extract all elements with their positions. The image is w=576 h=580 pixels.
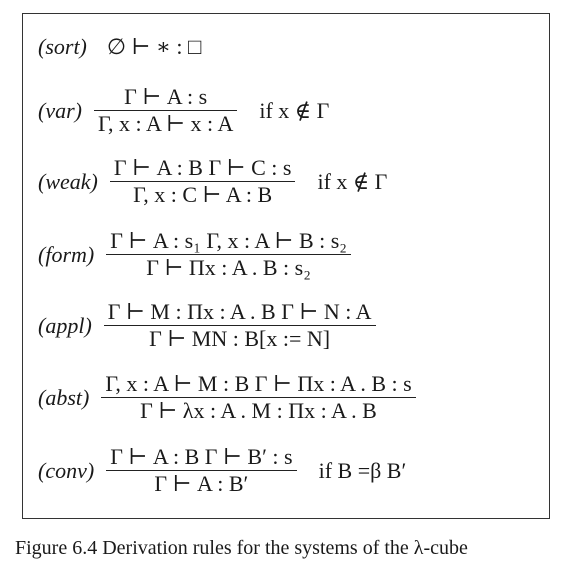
rule-weak xyxy=(38,155,387,208)
inference-fraction xyxy=(106,228,351,281)
premise: Γ ⊢ A : B Γ ⊢ C : s xyxy=(113,155,292,180)
side-condition: if x ∉ Γ xyxy=(259,97,330,123)
rule-name: (abst) xyxy=(38,384,90,410)
rule-sort xyxy=(38,34,201,60)
rule-appl xyxy=(38,299,382,352)
figure-caption: Figure 6.4 Derivation rules for the systems of the λ-cube xyxy=(15,537,468,559)
rule-name: (weak) xyxy=(38,168,98,194)
conclusion: Γ ⊢ A : B′ xyxy=(106,470,296,497)
rule-conv xyxy=(38,444,406,497)
rule-var xyxy=(38,84,329,137)
premise: Γ ⊢ A : B Γ ⊢ B′ : s xyxy=(110,444,293,469)
inference-fraction xyxy=(104,299,376,352)
inference-fraction xyxy=(101,371,415,424)
side-condition: if B =β B′ xyxy=(318,457,407,483)
premise: Γ ⊢ A : s₁ Γ, x : A ⊢ B : s₂ xyxy=(110,228,347,253)
conclusion: Γ, x : C ⊢ A : B xyxy=(110,181,296,208)
side-condition: if x ∉ Γ xyxy=(317,168,388,194)
rule-name: (sort) xyxy=(38,34,87,59)
conclusion: Γ, x : A ⊢ x : A xyxy=(94,110,237,137)
conclusion: Γ ⊢ MN : B[x := N] xyxy=(104,325,376,352)
rule-abst xyxy=(38,371,422,424)
rule-name: (conv) xyxy=(38,457,95,483)
premise: Γ, x : A ⊢ M : B Γ ⊢ Πx : A . B : s xyxy=(105,371,412,396)
rule-name: (form) xyxy=(38,241,95,267)
rule-form xyxy=(38,228,357,281)
rule-name: (var) xyxy=(38,97,82,123)
conclusion: Γ ⊢ Πx : A . B : s₂ xyxy=(106,254,351,281)
rule-judgement: ∅ ⊢ ∗ : □ xyxy=(106,34,202,59)
inference-fraction xyxy=(110,155,296,208)
conclusion: Γ ⊢ λx : A . M : Πx : A . B xyxy=(101,397,415,424)
inference-fraction xyxy=(94,84,237,137)
inference-fraction xyxy=(106,444,296,497)
premise: Γ ⊢ M : Πx : A . B Γ ⊢ N : A xyxy=(107,299,372,324)
premise: Γ ⊢ A : s xyxy=(124,84,208,109)
rule-name: (appl) xyxy=(38,312,92,338)
